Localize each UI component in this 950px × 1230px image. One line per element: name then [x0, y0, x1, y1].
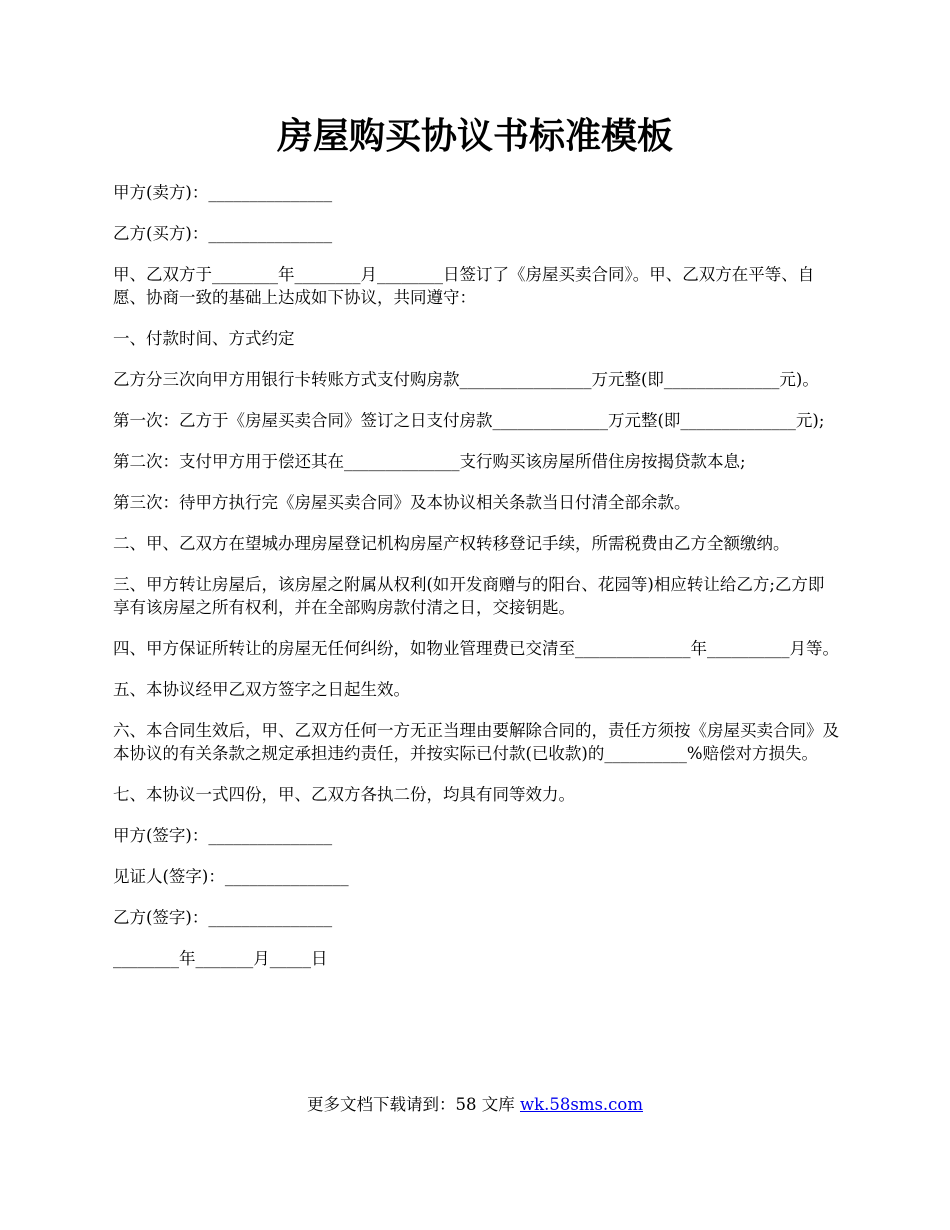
- first-payment-paragraph: 第一次：乙方于《房屋买卖合同》签订之日支付房款______________万元整(即______________元);: [113, 411, 825, 430]
- section-3-paragraph: 三、甲方转让房屋后，该房屋之附属从权利(如开发商赠与的阳台、花园等)相应转让给乙方;乙方即享有该房屋之所有权利，并在全部购房款付清之日，交接钥匙。: [113, 575, 825, 617]
- party-a-signature-line: 甲方(签字)：_______________: [113, 826, 333, 845]
- section-5-paragraph: 五、本协议经甲乙双方签字之日起生效。: [113, 680, 410, 699]
- section-4-paragraph: 四、甲方保证所转让的房屋无任何纠纷，如物业管理费已交清至______________年__________月等。: [113, 639, 839, 658]
- section-1-heading: 一、付款时间、方式约定: [113, 329, 295, 348]
- document-title: 房屋购买协议书标准模板: [276, 115, 673, 157]
- document-body: [113, 181, 839, 988]
- footer-link[interactable]: wk.58sms.com: [519, 1095, 643, 1114]
- footer: [0, 1093, 950, 1117]
- party-a-seller-line: 甲方(卖方)：_______________: [113, 183, 333, 202]
- footer-text: 更多文档下载请到：58 文库: [306, 1095, 520, 1114]
- signing-date-line: ________年_______月_____日: [113, 949, 328, 968]
- section-6-paragraph: 六、本合同生效后，甲、乙双方任何一方无正当理由要解除合同的，责任方须按《房屋买卖合同》及本协议的有关条款之规定承担违约责任，并按实际已付款(已收款)的__________%赔偿对方损失。: [113, 721, 839, 763]
- section-2-paragraph: 二、甲、乙双方在望城办理房屋登记机构房屋产权转移登记手续，所需税费由乙方全额缴纳。: [113, 534, 790, 553]
- party-b-signature-line: 乙方(签字)：_______________: [113, 908, 333, 927]
- second-payment-paragraph: 第二次：支付甲方用于偿还其在______________支行购买该房屋所借住房按揭贷款本息;: [113, 452, 746, 471]
- payment-method-paragraph: 乙方分三次向甲方用银行卡转账方式支付购房款________________万元整(即______________元)。: [113, 370, 819, 389]
- witness-signature-line: 见证人(签字)：_______________: [113, 867, 349, 886]
- party-b-buyer-line: 乙方(买方)：_______________: [113, 224, 333, 243]
- third-payment-paragraph: 第三次：待甲方执行完《房屋买卖合同》及本协议相关条款当日付清全部余款。: [113, 493, 691, 512]
- preamble-paragraph: 甲、乙双方于________年________月________日签订了《房屋买卖合同》。甲、乙双方在平等、自愿、协商一致的基础上达成如下协议，共同遵守：: [113, 265, 815, 307]
- section-7-paragraph: 七、本协议一式四份，甲、乙双方各执二份，均具有同等效力。: [113, 785, 575, 804]
